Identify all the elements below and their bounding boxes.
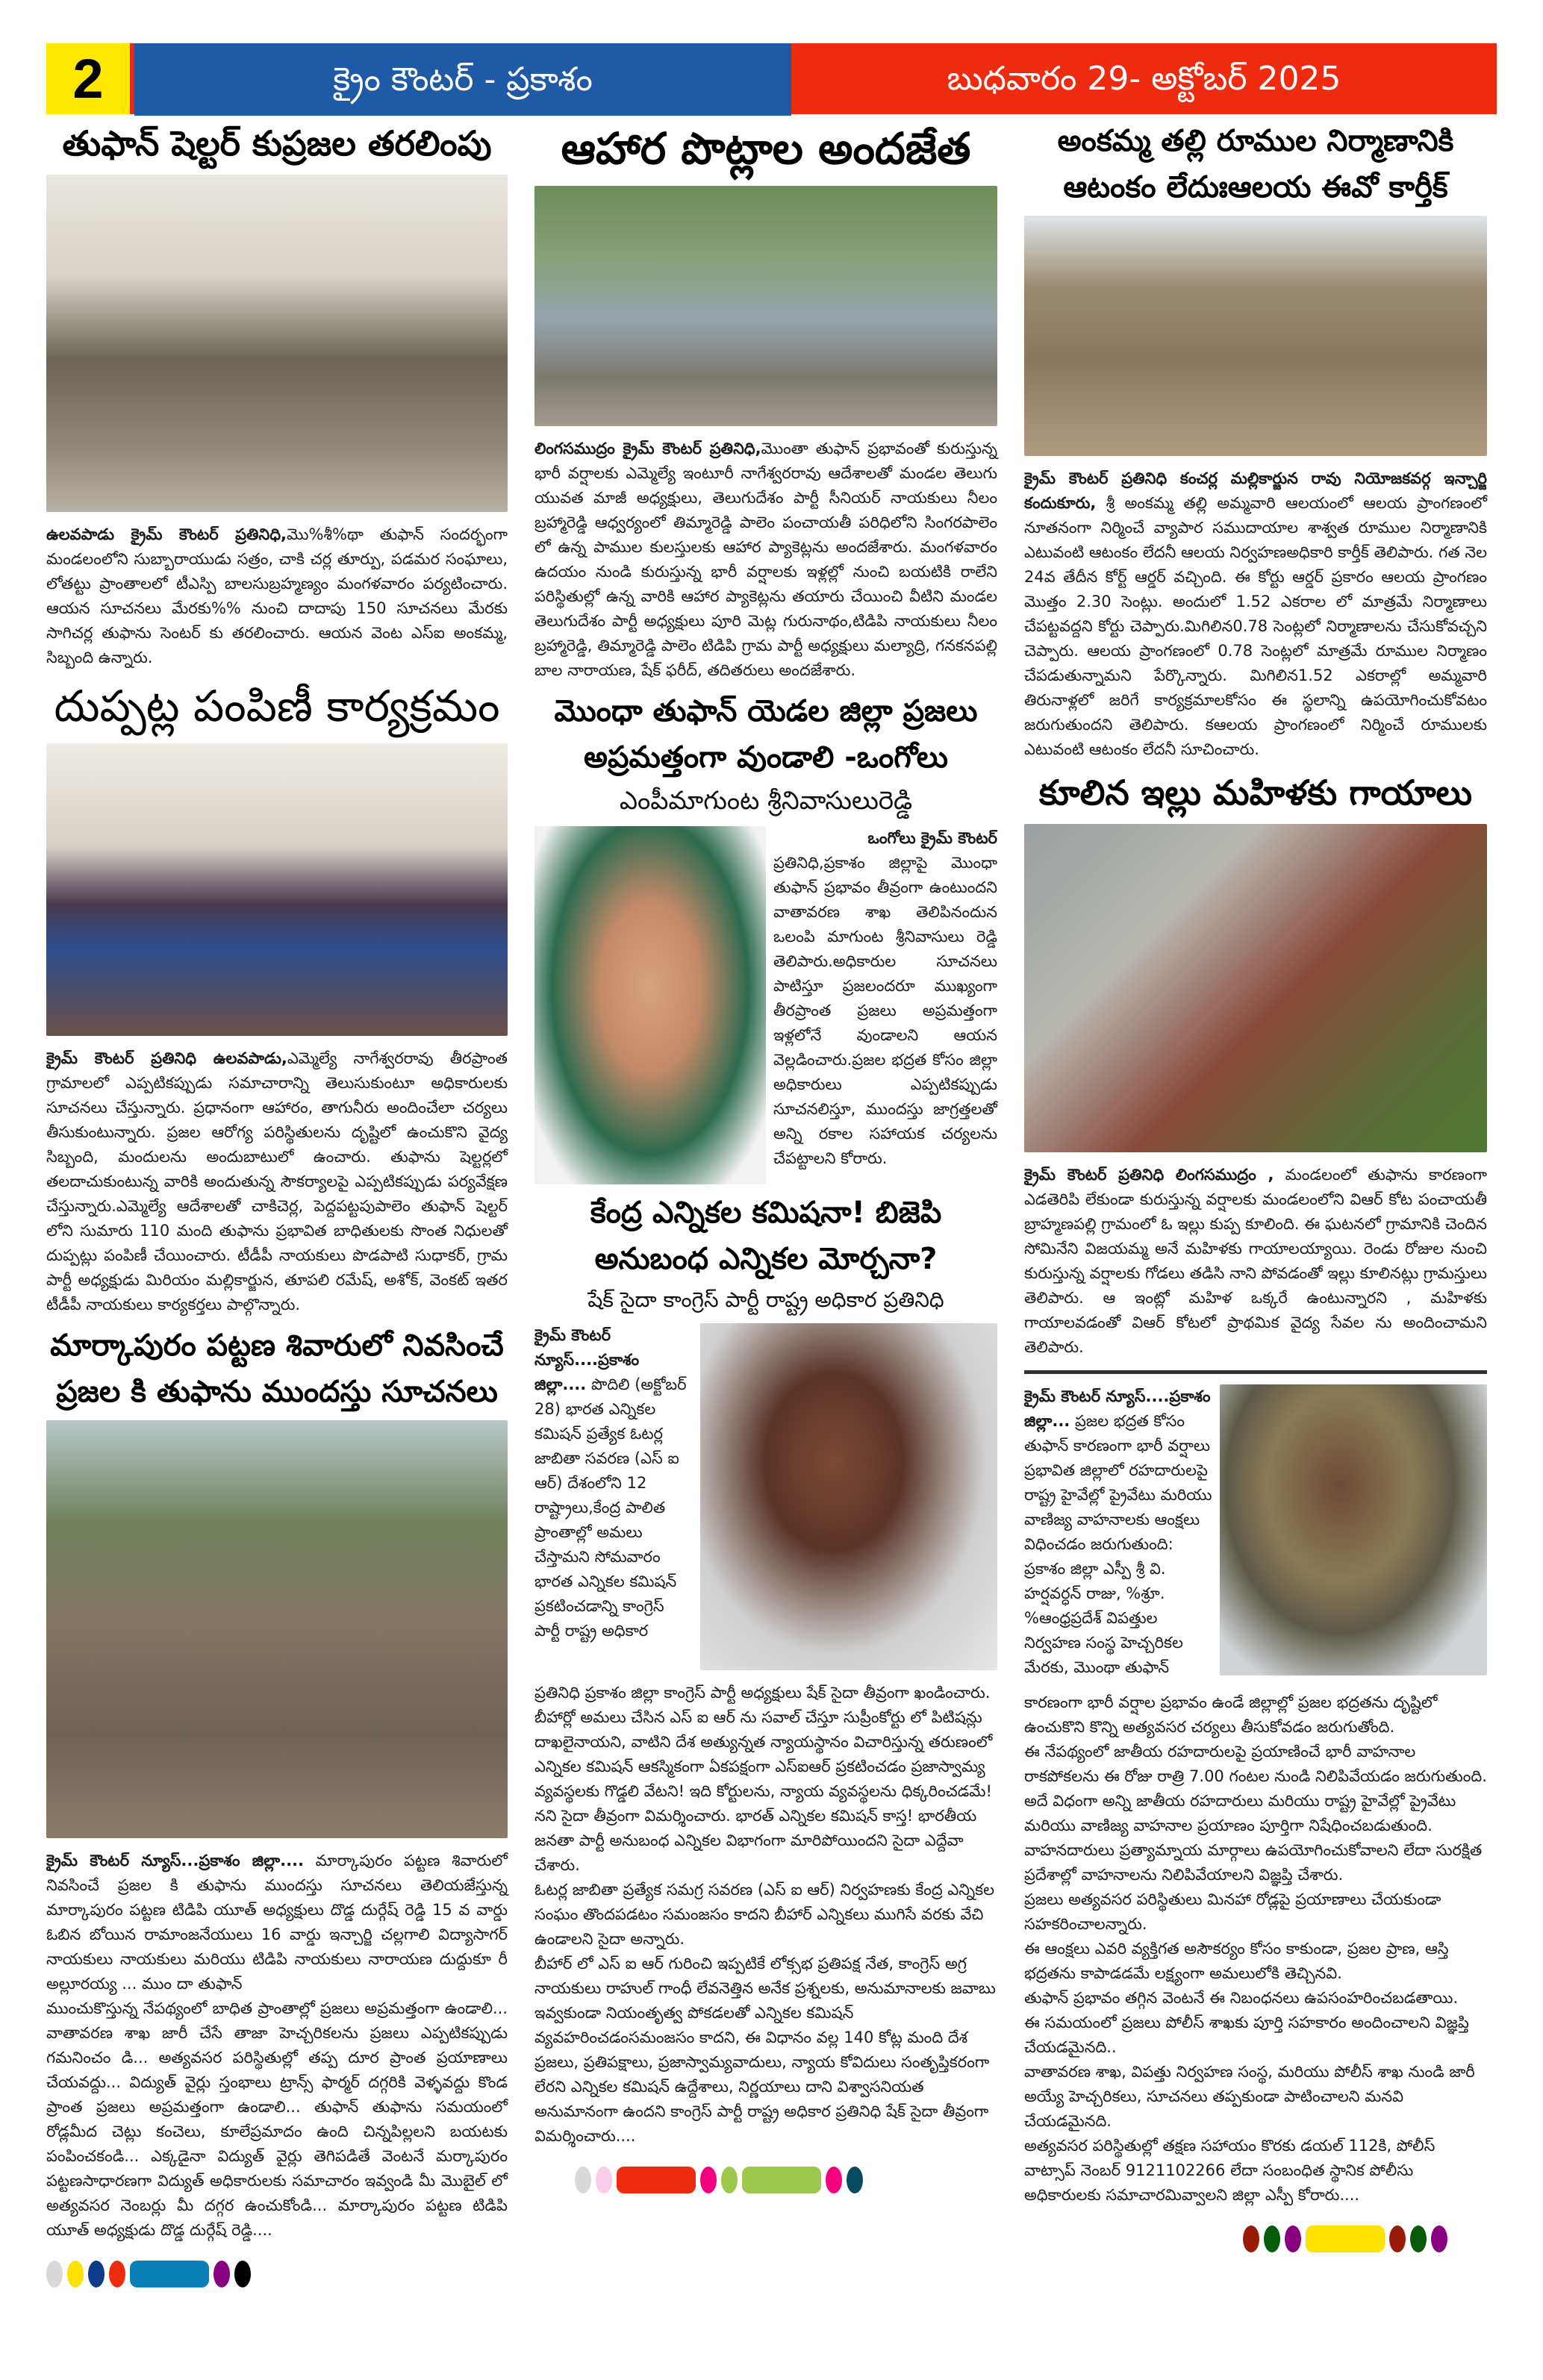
photo-district-sp xyxy=(1220,1384,1487,1675)
subhead-election: షేక్ సైదా కాంగ్రెస్ పార్టీ రాష్ట్ర అధికార ప్రతినిధి xyxy=(587,1287,944,1313)
body-text: మొ%శీ%థా తుఫాన్ సందర్భంగా మండలంలోని సుబ్బారాయుడు సత్రం, చాకి చర్ల తూర్పు, పడమర సంఘాలు, లోతట్టు ప్రాంతాలలో టీఎస్పి బాలసుబ్రహ్మణ్యం మంగళవారం పర్యటించారు. ఆయన సూచనలు మేరకు%% నుంచి దాదాపు 150 సూచనలు మేరకు సాగిచర్ల తుఫాను సెంటర్ కు తరలించారు. ఆయన వెంట ఎస్ఐ అంకమ్మ, సిబ్బంది ఉన్నారు. xyxy=(46,525,508,667)
paragraph: అత్యవసర పరిస్థితుల్లో తక్షణ సహాయం కొరకు డయల్ 112కి, పోలీస్ వాట్సాప్ నెంబర్ 9121102266 లేదా సంబంధిత స్థానిక పోలీసు అధికారులకు సమాచారమివ్వాలని జిల్లా ఎస్పీ కోరారు.... xyxy=(1024,2137,1436,2205)
dateline: లింగసముద్రం క్రైమ్ కౌంటర్ ప్రతినిధి, xyxy=(534,439,761,457)
color-mark xyxy=(130,2261,209,2287)
headline-election-2: అనుబంధ ఎన్నికల మోర్చనా? xyxy=(594,1242,938,1277)
dateline: క్రైమ్ కౌంటర్ న్యూస్...ప్రకాశం జిల్లా.... xyxy=(46,1851,305,1870)
article-food-body xyxy=(534,437,997,683)
headline-ankamma-1: అంకమ్మ తల్లి రూముల నిర్మాణానికి xyxy=(1057,124,1454,158)
paragraph: కారణంగా భారీ వర్షాల ప్రభావం ఉండే జిల్లాల్లో ప్రజల భద్రతను దృష్టిలో ఉంచుకొని కొన్ని అత్యవసర చర్యలు తీసుకోవడం జరుగుతోంది. xyxy=(1024,1693,1438,1737)
headline-montha-2: అప్రమత్తంగా వుండాలి -ఒంగోలు xyxy=(584,740,948,775)
column-right xyxy=(1024,123,1487,2282)
paragraph: తుఫాన్ ప్రభావం తగ్గిన వెంటనే ఈ నిబంధనలు ఉపసంహరించబడతాయి. xyxy=(1024,1989,1459,2008)
paragraph: బీహార్ లో ఎస్ ఐ ఆర్ గురించి ఇప్పటికే లోక్సభ ప్రతిపక్ష నేత, కాంగ్రెస్ అగ్ర నాయకులు రాహుల్ గాంధీ లేవనెత్తిన అనేక ప్రశ్నలకు, అనుమానాలకు జవాబు ఇవ్వకుండా నియంతృత్వ పోకడలతో ఎన్నికల కమిషన్ వ్యవహరించడంసమంజసం కాదని, ఈ విధానం వల్ల 140 కోట్ల మంది దేశ ప్రజలు, ప్రతిపక్షాలు, ప్రజాస్వామ్యవాదులు, న్యాయ కోవిదులు సంతృప్తికరంగా లేరని ఎన్నికల కమిషన్ ఉద్దేశాలు, నిర్ణయాలు దాని విశ్వాసనియత అనుమానంగా ఉందని కాంగ్రెస్ పార్టీ రాష్ట్ర అధికార ప్రతినిధి షేక్ సైదా తీవ్రంగా విమర్శించారు.... xyxy=(534,1954,996,2145)
paragraph: ప్రతినిధి ప్రకాశం జిల్లా కాంగ్రెస్ పార్టీ అధ్యక్షులు షేక్ సైదా తీవ్రంగా ఖండించారు. xyxy=(534,1683,991,1702)
body-text: ఎమ్మెల్యే నాగేశ్వరరావు తీరప్రాంత గ్రామాలలో ఎప్పటికప్పుడు సమాచారాన్ని తెలుసుకుంటూ అధికారులకు సూచనలు చేస్తున్నారు. ప్రధానంగా ఆహారం, తాగునీరు అందించేలా చర్యలు తీసుకుంటున్నారు. ప్రజల ఆరోగ్య పరిస్థితులను దృష్టిలో ఉంచుకొని వైద్య సిబ్బంది, మందులను అందుబాటులో ఉంచారు. తుఫాను షెల్టర్లలో తలదాచుకుంటున్న వారికి అందుతున్న సౌకర్యాలపై ఎప్పటికప్పుడు పర్యవేక్షణ చేస్తున్నారు.ఎమ్మెల్యే ఆదేశాలతో చాకిచెర్ల, పెద్దపట్టపుపాలెం తుఫాన్ షెల్టర్ లోని సుమారు 110 మంది తుఫాను ప్రభావిత బాధితులకు సొంత నిధులతో దుప్పట్లు పంపిణీ చేయించారు. టీడీపీ నాయకులు పొడపాటి సుధాకర్, గ్రామ పార్టీ అధ్యక్షుడు మిరియం మల్లికార్జున, తూపలి రమేష్, అశోక్, వెంకట్ ఇతర టీడీపీ నాయకులు కార్యకర్తలు పాల్గొన్నారు. xyxy=(46,1049,508,1314)
color-mark xyxy=(826,2167,842,2193)
paragraph: అదే విధంగా అన్ని జాతీయ రహదారులు మరియు రాష్ట్ర హైవేల్లో ప్రైవేటు మరియు వాణిజ్య వాహనాల ప్రయాణం పూర్తిగా నిషేధించబడుతుంది. xyxy=(1024,1792,1456,1835)
color-mark xyxy=(617,2167,696,2193)
headline-ankamma-2: ఆటంకం లేదుఃఆలయ ఈవో కార్తీక్ xyxy=(1063,170,1448,204)
article-blankets-body xyxy=(46,1046,508,1317)
highway-row xyxy=(1024,1384,1487,1680)
article-highway-body xyxy=(1024,1690,1487,2208)
article-montha-body xyxy=(773,826,997,1171)
color-mark xyxy=(1285,2226,1301,2252)
color-mark xyxy=(1243,2226,1259,2252)
article-markapuram-body xyxy=(46,1849,508,2243)
paragraph: వాహనదారులు ప్రత్యామ్నాయ మార్గాలు ఉపయోగించుకోవాలని లేదా సురక్షిత ప్రదేశాల్లో వాహనాలను నిలిపివేయాలని విజ్ఞప్తి చేశారు. xyxy=(1024,1841,1483,1884)
dateline: క్రైమ్ కౌంటర్ న్యూస్....ప్రకాశం జిల్లా... xyxy=(1024,1387,1211,1431)
color-mark xyxy=(1306,2226,1385,2252)
dateline: క్రైమ్ కౌంటర్ ప్రతినిధి కంచర్ల మల్లికార్జున రావు నియోజకవర్గ ఇన్చార్జి కందుకూరు, xyxy=(1024,469,1487,512)
section-title: క్రైం కౌంటర్ - ప్రకాశం xyxy=(134,43,791,116)
dateline: ఉలవపాడు క్రైమ్ కౌంటర్ ప్రతినిధి, xyxy=(46,525,287,544)
color-mark xyxy=(213,2261,230,2287)
photo-food-packets xyxy=(534,186,997,426)
color-marks-middle xyxy=(575,2167,997,2193)
color-mark xyxy=(700,2167,717,2193)
color-marks-left xyxy=(46,2261,508,2287)
article-election-body xyxy=(534,1681,997,2149)
headline-blankets: దుప్పట్ల పంపిణీ కార్యక్రమం xyxy=(54,681,500,732)
headline-food: ఆహార పొట్లాల అందజేత xyxy=(561,123,971,174)
paragraph: ఈ నేపథ్యంలో జాతీయ రహదారులపై ప్రయాణించే భారీ వాహనాల రాకపోకలను ఈ రోజు రాత్రి 7.00 గంటల నుండి నిలిపివేయడం జరుగుతుంది. xyxy=(1024,1743,1487,1786)
color-mark xyxy=(67,2261,84,2287)
paragraph: ఈ సమయంలో ప్రజలు పోలీస్ శాఖకు పూర్తి సహకారం అందించాలని విజ్ఞప్తి చేయడమైనది.. xyxy=(1024,2014,1469,2057)
headline-markapuram-1: మార్కాపురం పట్టణ శివారులో నివసించే xyxy=(50,1328,504,1363)
issue-date: బుధవారం 29- అక్టోబర్ 2025 xyxy=(791,43,1497,114)
photo-markapuram-residents xyxy=(46,1420,508,1838)
color-mark xyxy=(1264,2226,1280,2252)
paragraph: బీహార్లో అమలు చేసిన ఎస్ ఐ ఆర్ ను సవాల్ చేస్తూ సుప్రీంకోర్టు లో పిటిషన్లు దాఖలైనాయని, వాటిని దేశ అత్యున్నత న్యాయస్థానం విచారిస్తున్న తరుణంలో ఎన్నికల కమిషన్ ఆకస్మికంగా ఏకపక్షంగా ఎస్ఐఆర్ ప్రకటించడం ప్రజాస్వామ్య వ్యవస్థలకు గొడ్డలి వేటని! ఇది కోర్టులను, న్యాయ వ్యవస్థలను ధిక్కరించడమే! నని సైదా తీవ్రంగా విమర్శించారు. భారత్ ఎన్నికల కమిషన్ కాస్త! భారతీయ జనతా పార్టీ అనుబంధ ఎన్నికల విభాగంగా మారిపోయిందని సైదా ఎద్దేవా చేశారు. xyxy=(534,1708,993,1874)
paragraph: ఈ ఆంక్షలు ఎవరి వ్యక్తిగత అసౌకర్యం కోసం కాకుండా, ప్రజల ప్రాణ, ఆస్తి భద్రతను కాపాడడమే లక్ష్యంగా అమలులోకి తెచ్చినవి. xyxy=(1024,1940,1449,1983)
subhead-montha: ఎంపీమాగుంట శ్రీనివాసులురెడ్డి xyxy=(619,785,913,816)
photo-shaik-saida-speaking xyxy=(700,1323,997,1670)
paragraph: ఓటర్ల జాబితా ప్రత్యేక సమగ్ర సవరణ (ఎస్ ఐ ఆర్) నిర్వహణకు కేంద్ర ఎన్నికల సంఘం తొందపడటం సమంజసం కాదని బీహార్ ఎన్నికలు ముగిసే వరకు వేచి ఉండాలని సైదా అన్నారు. xyxy=(534,1880,995,1948)
photo-collapsed-house xyxy=(1024,824,1487,1152)
election-row xyxy=(534,1323,997,1670)
color-mark xyxy=(1410,2226,1427,2252)
color-mark xyxy=(742,2167,821,2193)
color-mark xyxy=(847,2167,863,2193)
headline-markapuram-2: ప్రజల కి తుఫాను ముందస్తు సూచనలు xyxy=(56,1374,498,1409)
headline-election-1: కేంద్ర ఎన్నికల కమిషనా! బిజెపి xyxy=(590,1196,942,1231)
dateline: క్రైమ్ కౌంటర్ న్యూస్....ప్రకాశం జిల్లా.... xyxy=(534,1325,640,1393)
color-mark xyxy=(88,2261,105,2287)
body-text: ప్రజల భద్రత కోసం తుఫాన్ కారణంగా భారీ వర్షాలు ప్రభావిత జిల్లాలో రహదారులపై రాష్ట్ర హైవేల్లో ప్రైవేటు మరియు వాణిజ్య వాహనాలకు ఆంక్షలు విధించడం జరుగుతుంది: ప్రకాశం జిల్లా ఎస్పీ శ్రీ వి. హర్షవర్ధన్ రాజు, %శ్రూ. %ఆంధ్రప్రదేశ్ విపత్తుల నిర్వహణ సంస్థ హెచ్చరికల మేరకు, మొంథా తుఫాన్ xyxy=(1024,1412,1212,1677)
page-number: 2 xyxy=(46,43,134,114)
body-text: ప్రతినిధి,ప్రకాశం జిల్లాపై మొంధా తుఫాన్ ప్రభావం తీవ్రంగా ఉంటుందని వాతావరణ శాఖ తెలిపినందున ఒలంపి మాగుంట శ్రీనివాసులు రెడ్డి తెలిపారు.అధికారుల సూచనలు పాటిస్తూ ప్రజలందరూ ముఖ్యంగా తీరప్రాంత ప్రజలు అప్రమత్తంగా ఇళ్లలోనే వుండాలని ఆయన వెల్లడించారు.ప్రజల భద్రత కోసం జిల్లా అధికారులు ఎప్పటికప్పుడు సూచనలిస్తూ, ముందస్తు జాగ్రత్తలతో అన్ని రకాల సహాయక చర్యలను చేపట్టాలని కోరారు. xyxy=(773,854,997,1168)
headline-collapse: కూలిన ఇల్లు మహిళకు గాయాలు xyxy=(1038,772,1473,813)
article-highway-intro xyxy=(1024,1384,1212,1680)
column-middle xyxy=(534,123,997,2223)
article-election-intro xyxy=(534,1323,693,1643)
body-text: శ్రీ అంకమ్మ తల్లి అమ్మవారి ఆలయంలో ఆలయ ప్రాంగణంలో నూతనంగా నిర్మించే వ్యాపార సముదాయాల శాశ్వత రూముల నిర్మాణానికి ఎటువంటి ఆటంకం లేదనీ ఆలయ నిర్వహణఅధికారి కార్తీక్ తెలిపారు. గత నెల 24వ తేదీన కోర్ట్ ఆర్డర్ వచ్చింది. ఈ కోర్టు ఆర్డర్ ప్రకారం ఆలయ ప్రాంగణం మొత్తం 2.30 సెంట్లు. అందులో 1.52 ఎకరాల లో మాత్రమే నిర్మాణాలు చేపట్టవద్దని కోర్టు చెప్పారు.మిగిలిన0.78 సెంట్లలో నిర్మాణాలను చేసుకోవచ్చని చెప్పారు. ఆలయ ప్రాంగణంలో 0.78 సెంట్లలో మాత్రమే రూముల నిర్మాణం చేపడుతున్నామని పేర్కొన్నారు. మిగిలిన1.52 ఎకరాల్లో అమ్మవారి తిరునాళ్లలో జరిగే కార్యక్రమాలకోసం ఈ స్థలాన్ని ఉపయోగించుకోవటం జరుగుతుందని తెలిపారు. కఆలయ ప్రాంగణంలో నిర్మించే రూములకు ఎటువంటి ఆటంకం లేదనీ సూచించారు. xyxy=(1024,494,1488,758)
body-text: పొదిలి (అక్టోబర్ 28) భారత ఎన్నికల కమిషన్ ప్రత్యేక ఓటర్ల జాబితా సవరణ (ఎస్ ఐ ఆర్) దేశంలోని 12 రాష్ట్రాలు,కేంద్ర పాలిత ప్రాంతాల్లో అమలు చేస్తామని సోమవారం భారత ఎన్నికల కమిషన్ ప్రకటించడాన్ని కాంగ్రెస్ పార్టీ రాష్ట్ర అధికార xyxy=(534,1375,687,1640)
photo-blanket-distribution xyxy=(46,743,508,1036)
body-text: మార్కాపురం పట్టణ శివారులో నివసించే ప్రజల కి తుఫాను ముందస్తు సూచనలు తెలియజేస్తున్న మార్కాపురం పట్టణ టిడిపి యూత్ అధ్యక్షులు దొడ్డ దుర్గేష్ రెడ్డి 15 వ వార్డు ఓబిన బోయిన రామాంజనేయులు 16 వార్డు ఇన్చార్జి చల్లగాలి విద్యాసాగర్ నాయకులు నాయకులు మరియు టిడిపి నాయకులు నారాయణ దుద్దుకూ రీ అల్లూరయ్య ... ముం దా తుఫాన్ xyxy=(46,1851,508,1993)
paragraph: ప్రజలు అత్యవసర పరిస్థితులు మినహా రోడ్లపై ప్రయాణాలు చేయకుండా సహకరించాలన్నారు. xyxy=(1024,1890,1441,1934)
color-mark xyxy=(721,2167,738,2193)
color-mark xyxy=(1431,2226,1447,2252)
color-mark xyxy=(109,2261,125,2287)
article-shelter-body xyxy=(46,522,508,670)
column-left xyxy=(46,123,508,2317)
color-mark xyxy=(575,2167,591,2193)
montha-row xyxy=(534,826,997,1184)
paragraph: వాతావరణ శాఖ, విపత్తు నిర్వహణ సంస్థ, మరియు పోలీస్ శాఖ నుండి జారీ అయ్యే హెచ్చరికలు, సూచనలు తప్పకుండా పాటించాలని మనవి చేయడమైనది. xyxy=(1024,2063,1475,2131)
article-ankamma-body xyxy=(1024,466,1487,762)
color-mark xyxy=(234,2261,251,2287)
color-mark xyxy=(1389,2226,1406,2252)
photo-mp-portrait xyxy=(534,826,766,1184)
color-mark xyxy=(596,2167,612,2193)
headline-montha-1: మొంధా తుఫాన్ యెడల జిల్లా ప్రజలు xyxy=(554,693,978,728)
photo-temple-construction xyxy=(1024,216,1487,456)
body-text: మండలంలో తుఫాను కారణంగా ఎడతెరిపి లేకుండా కురుస్తున్న వర్షాలకు మండలంలోని విఆర్ కోట పంచాయతీ బ్రాహ్మణపల్లి గ్రామంలో ఓ ఇల్లు కుప్ప కూలింది. ఈ ఘటనలో గ్రామానికి చెందిన సోమినేని విజయమ్మ అనే మహిళకు గాయాలయ్యాయి. రెండు రోజుల నుంచి కురుస్తున్న వర్షాలకు గోడలు తడిసి నాని పోవడంతో ఇల్లు కూలినట్లు గ్రామస్తులు తెలిపారు. ఆ ఇంట్లో మహిళ ఒక్కరే ఉంటున్నారని , మహిళకు గాయాలవడంతో విఆర్ కోటలో ప్రాథమిక వైద్య సేవల ను అందించామని తెలిపారు. xyxy=(1024,1166,1487,1357)
photo-shelter-people xyxy=(46,175,508,512)
section-divider xyxy=(1024,1370,1487,1374)
dateline: క్రైమ్ కౌంటర్ ప్రతినిధి ఉలవపాడు, xyxy=(46,1049,287,1067)
dateline: క్రైమ్ కౌంటర్ ప్రతినిధి లింగసముద్రం , xyxy=(1024,1166,1274,1184)
color-marks-right xyxy=(1243,2226,1487,2252)
body-text: మొంతా తుఫాన్ ప్రభావంతో కురుస్తున్న భారీ వర్షాలకు ఎమ్మెల్యే ఇంటూరీ నాగేశ్వరరావు ఆదేశాలతో మండల తెలుగు యువత మాజీ అధ్యక్షులు, తెలుగుదేశం పార్టీ సీనియర్ నాయకులు నీలం బ్రహ్మారెడ్డి ఆధ్వర్యంలో తిమ్మారెడ్డి పాలెం పంచాయతీ పరిధిలోని సింగరపాలెం లో ఉన్న పాముల కులస్తులకు ఆహార ప్యాకెట్లను అందజేశారు. మంగళవారం ఉదయం నుండి కురుస్తున్న భారీ వర్షాలకు ఇళ్లల్లో నుంచి బయటికి రాలేని పరిస్థితుల్లో ఉన్న వారికి ఆహార ప్యాకెట్లను తయారు చేయించి వీటిని మండల తెలుగుదేశం పార్టీ అధ్యక్షులు పూరి మెట్ల గురునాథం,టిడిపి నాయకులు నీలం బ్రహ్మారెడ్డి, తిమ్మారెడ్డి పాలెం టిడిపి గ్రామ పార్టీ అధ్యక్షులు మల్యాద్రి, గనకనపల్లి బాల నారాయణ, షేక్ ఫరీద్, తదితరులు అందజేశారు. xyxy=(534,439,997,679)
article-collapse-body xyxy=(1024,1163,1487,1360)
masthead xyxy=(46,43,1497,116)
dateline: ఒంగోలు క్రైమ్ కౌంటర్ xyxy=(867,829,997,848)
body-text: ముంచుకొస్తున్న నేపథ్యంలో బాధిత ప్రాంతాల్లో ప్రజలు అప్రమత్తంగా ఉండాలి... వాతావరణ శాఖ జారీ చేసే తాజా హెచ్చరికలను ప్రజలు ఎప్పటికప్పుడు గమనించం డి... అత్యవసర పరిస్థితుల్లో తప్ప దూర ప్రాంత ప్రయాణాలు చేయవద్దు... విద్యుత్ వైర్లు స్తంభాలు ట్రాన్స్ ఫార్మర్ దగ్గరికి వెళ్ళవద్దు కొండ ప్రాంత ప్రజలు అప్రమత్తంగా ఉండాలి... తుఫాన్ తుఫాను సమయంలో రోడ్లమీద చెట్లు కంచెలు, కూలేప్రమాదం ఉంది చిన్నపిల్లలని బయటకు పంపించకండి... ఎక్కడైనా విద్యుత్ వైర్లు తెగిపడితే వెంటనే మర్కాపురం పట్టణసాధారణగా విద్యుత్ అధికారులకు సమాచారం ఇవ్వండి మీ మొబైల్ లో అత్యవసర నెంబర్లు మీ దగ్గర ఉంచుకోండి... మార్కాపురం పట్టణ టిడిపి యూత్ అధ్యక్షుడు దొడ్డ దుర్గేష్ రెడ్డి.... xyxy=(46,1999,508,2239)
headline-shelter: తుఫాన్ షెల్టర్ కుప్రజల తరలింపు xyxy=(62,123,492,163)
color-mark xyxy=(46,2261,63,2287)
